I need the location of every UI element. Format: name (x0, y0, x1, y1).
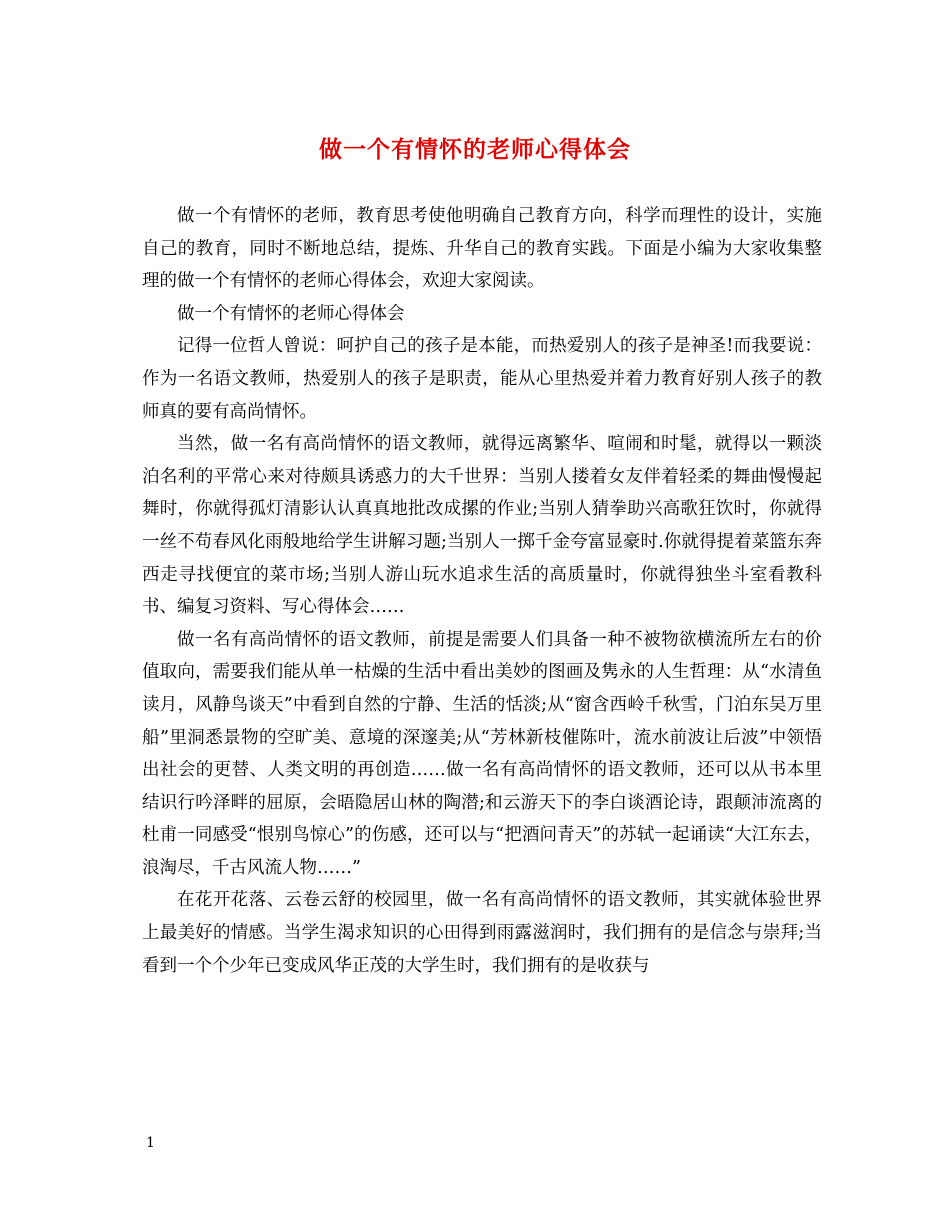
body-paragraph: 记得一位哲人曾说：呵护自己的孩子是本能，而热爱别人的孩子是神圣!而我要说：作为一名语文教师，热爱别人的孩子是职责，能从心里热爱并着力教育好别人孩子的教师真的要有高尚情怀。 (142, 336, 822, 422)
section-heading: 做一个有情怀的老师心得体会 (177, 303, 405, 324)
document-title: 做一个有情怀的老师心得体会 (319, 136, 631, 163)
document-body (142, 200, 822, 982)
body-paragraph: 做一名有高尚情怀的语文教师，前提是需要人们具备一种不被物欲横流所左右的价值取向，需要我们能从单一枯燥的生活中看出美妙的图画及隽永的人生哲理：从“水清鱼读月，风静鸟谈天”中看到自然的宁静、生活的恬淡;从“窗含西岭千秋雪，门泊东吴万里船”里洞悉景物的空旷美、意境的深邃美;从“芳林新枝催陈叶，流水前波让后波”中领悟出社会的更替、人类文明的再创造……做一名有高尚情怀的语文教师，还可以从书本里结识行吟泽畔的屈原，会晤隐居山林的陶潜;和云游天下的李白谈酒论诗，跟颠沛流离的杜甫一同感受“恨别鸟惊心”的伤感，还可以与“把酒问青天”的苏轼一起诵读“大江东去，浪淘尽，千古风流人物……” (142, 629, 822, 878)
page-number: 1 (146, 1135, 155, 1151)
body-paragraph: 在花开花落、云卷云舒的校园里，做一名有高尚情怀的语文教师，其实就体验世界上最美好的情感。当学生渴求知识的心田得到雨露滋润时，我们拥有的是信念与崇拜;当看到一个个少年已变成风华正茂的大学生时，我们拥有的是收获与 (142, 890, 822, 976)
intro-paragraph: 做一个有情怀的老师，教育思考使他明确自己教育方向，科学而理性的设计，实施自己的教育，同时不断地总结，提炼、升华自己的教育实践。下面是小编为大家收集整理的做一个有情怀的老师心得体会，欢迎大家阅读。 (142, 206, 822, 292)
body-paragraph: 当然，做一名有高尚情怀的语文教师，就得远离繁华、喧闹和时髦，就得以一颗淡泊名利的平常心来对待颇具诱惑力的大千世界：当别人搂着女友伴着轻柔的舞曲慢慢起舞时，你就得孤灯清影认认真真地批改成摞的作业;当别人猜拳助兴高歌狂饮时，你就得一丝不苟春风化雨般地给学生讲解习题;当别人一掷千金夸富显豪时.你就得提着菜篮东奔西走寻找便宜的菜市场;当别人游山玩水追求生活的高质量时，你就得独坐斗室看教科书、编复习资料、写心得体会…… (142, 434, 822, 618)
